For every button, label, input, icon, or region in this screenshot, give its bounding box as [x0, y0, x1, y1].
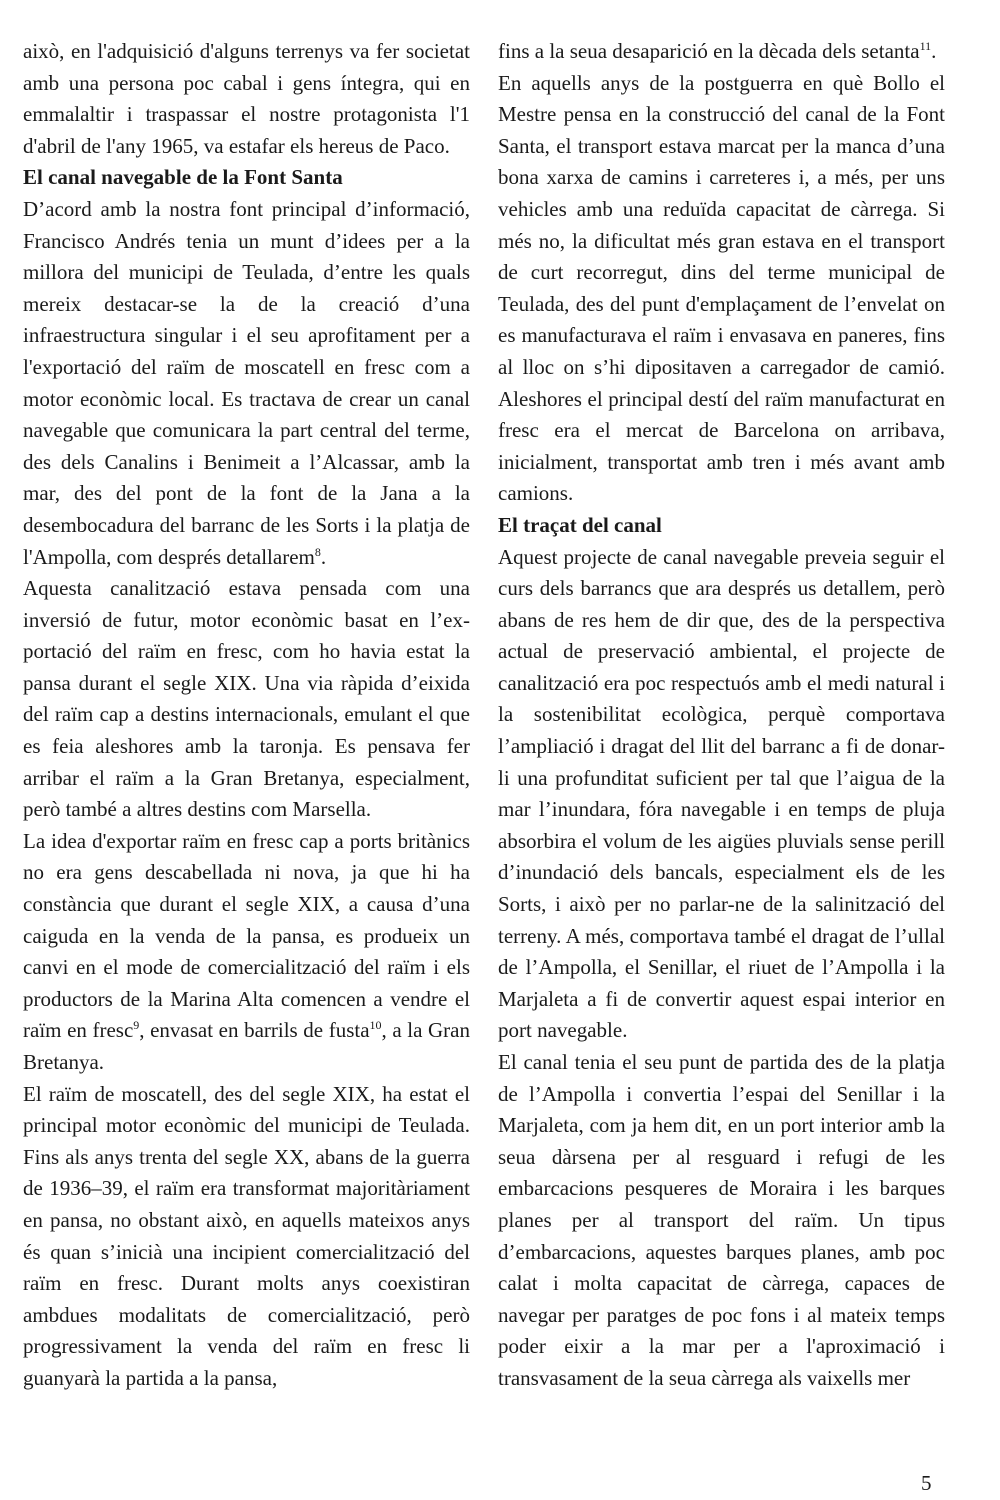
paragraph-text: La idea d'exportar raïm en fresc cap a ports britànics no era gens descabellada ni nova, ja que hi ha constància que durant el segle XIX, a causa d’una caiguda en la venda de la pansa, es produeix un canvi en el mode de comercialització del raïm i els productors de la Marina Alta comencen a vendre el raïm en fresc	[23, 828, 470, 1043]
paragraph-text: .	[931, 39, 937, 63]
paragraph: Aquesta canalització estava pensada com una inversió de futur, motor econòmic basat en l’exportació del raïm en fresc, com ho havia estat la pansa durant el segle XIX. Una via ràpida d’eixida del raïm cap a destins internacionals, emulant el que es feia aleshores amb la taronja. Es pensava fer arribar el raïm a la Gran Bretanya, especialment, però també a altres destins com Marsella.	[23, 576, 470, 822]
paragraph-text: , envasat en barrils de fusta	[139, 1018, 370, 1043]
page-number: 5	[921, 1471, 932, 1495]
paragraph-text: .	[320, 544, 327, 569]
section-heading: El traçat del canal	[498, 512, 662, 537]
paragraph	[23, 194, 470, 573]
paragraph-text: , a la Gran Bretanya.	[23, 1018, 470, 1074]
footnote-ref: 11	[919, 39, 932, 53]
paragraph: En aquells anys de la postguerra en què Bollo el Mestre pensa en la construcció del canal de la Font Santa, el transport estava marcat per la manca d’una bona xarxa de camins i carreteres i, a més, per uns vehicles amb una reduïda capacitat de càrrega. Si més no, la dificultat més gran estava en el transport de curt recorregut, dins del terme municipal de Teulada, des del punt d'emplaçament de l’envelat on es manufacturava el raïm i envasava en paneres, fins al lloc on s’hi dipositaven a carregador de camió. Aleshores el principal destí del raïm manufacturat en fresc era el mercat de Barcelona on arribava, inicialment, transportat amb tren i més avant amb camions.	[498, 70, 945, 506]
paragraph-text: D’acord amb la nostra font principal d’informació, Francisco Andrés tenia un munt d’idees per a la millora del municipi de Teulada, d’entre les quals mereix destacar-se la de la creació d’una infraestructura singular i el seu aprofitament per a l'exportació del raïm de moscatell en fresc com a motor econòmic local. Es tractava de crear un canal navegable que comunicara la part central del terme, des dels Canalins i Benimeit a l’Alcassar, amb la mar, des del pont de la font de la Jana a la desembocadura del barranc de les Sorts i la platja de l'Ampolla, com després detallarem	[23, 196, 470, 569]
footnote-ref: 8	[314, 544, 321, 559]
paragraph	[23, 826, 470, 1079]
paragraph: això, en l'adquisició d'alguns terrenys va fer societat amb una persona poc cabal i gens íntegra, qui en emmalaltir i traspassar el nostre protagonista l'1 d'abril de l'any 1965, va estafar els hereus de Paco.	[23, 39, 470, 158]
footnote-ref: 9	[133, 1018, 140, 1033]
paragraph	[498, 36, 945, 68]
section-heading: El canal navegable de la Font Santa	[23, 165, 343, 190]
paragraph: El canal tenia el seu punt de partida des de la platja de l’Ampolla i convertia l’espai del Senillar i la Marjaleta, com ja hem dit, en un port interior amb la seua dàrsena per al resguard i refugi de les embarcacions pesqueres de Moraira i les barques planes per al transport del raïm. Un tipus d’embarcacions, aquestes barques planes, amb poc calat i molta capacitat de càrrega, capaces de navegar per paratges de poc fons i al mateix temps poder eixir a la mar per a l'aproximació i transvasament de la seua càrrega als vaixells mer	[498, 1050, 945, 1390]
right-column	[498, 36, 945, 1395]
left-column	[23, 36, 470, 1395]
paragraph: Aquest projecte de canal navegable preveia seguir el curs dels barrancs que ara després us detallem, però abans de res hem de dir que, des de la perspectiva actual de preservació ambiental, el projecte de canalització era poc respectuós amb el medi natural i la sostenibilitat ecològica, perquè comportava l’ampliació i dragat del llit del barranc a fi de donar-li una profunditat suficient per tal que l’aigua de la mar l’inundara, fóra navegable i en temps de pluja absorbira el volum de les aigües pluvials sense perill d’inundació dels bancals, especialment els de les Sorts, i això per no parlar-ne de la salinització del terreny. A més, comportava també el dragat de l’ullal de l’Ampolla, el Senillar, el riuet de l’Ampolla i la Marjaleta a fi de convertir aquest espai interior en port navegable.	[498, 544, 945, 1043]
footnote-ref: 10	[369, 1018, 382, 1033]
paragraph: El raïm de moscatell, des del segle XIX, ha estat el principal motor econòmic del municipi de Teulada. Fins als anys trenta del segle XX, abans de la guerra de 1936–39, el raïm era transformat majoritàriament en pansa, no obstant això, en aquells mateixos anys és quan s’inicià una incipient comercialització del raïm en fresc. Durant molts anys coexistiran ambdues modalitats de comercialització, però progressivament la venda del raïm en fresc li guanyarà la partida a la pansa,	[23, 1081, 470, 1390]
paragraph-text: fins a la seua desaparició en la dècada dels setanta	[498, 39, 920, 63]
